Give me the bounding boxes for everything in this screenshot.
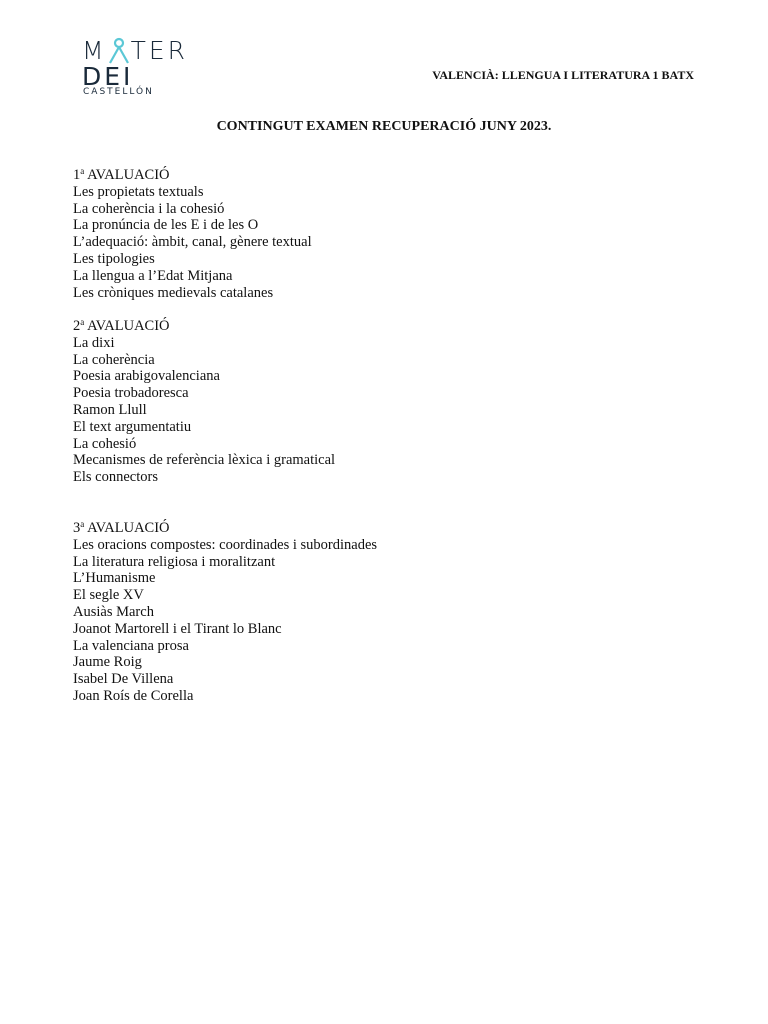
list-item: Poesia trobadoresca xyxy=(73,385,189,402)
logo-m: M xyxy=(82,36,107,65)
list-item: Ramon Llull xyxy=(73,401,147,418)
list-item: Jaume Roig xyxy=(73,654,142,671)
section-2 xyxy=(73,318,335,486)
list-item: La dixi xyxy=(73,334,115,351)
list-item: La literatura religiosa i moralitzant xyxy=(73,553,276,570)
list-item: Els connectors xyxy=(73,469,158,486)
list-item: Les cròniques medievals catalanes xyxy=(73,284,274,301)
list-item: Mecanismes de referència lèxica i gramatical xyxy=(73,452,336,469)
list-item: Ausiàs March xyxy=(73,603,154,620)
list-item: La valenciana prosa xyxy=(73,637,189,654)
mater-dei-logo xyxy=(82,36,192,98)
section-heading: 2$^a$ AVALUACIÓ xyxy=(73,317,170,334)
list-item: La cohesió xyxy=(73,435,137,452)
list-item: Joan Roís de Corella xyxy=(73,687,194,704)
list-item: Isabel De Villena xyxy=(73,671,174,688)
section-3 xyxy=(73,520,377,705)
document-title: CONTINGUT EXAMEN RECUPERACIÓ JUNY 2023. xyxy=(216,119,552,134)
section-heading: 1$^a$ AVALUACIÓ xyxy=(73,166,170,183)
list-item: L’Humanisme xyxy=(73,570,156,587)
section-heading: 3$^a$ AVALUACIÓ xyxy=(73,519,170,536)
list-item: Joanot Martorell i el Tirant lo Blanc xyxy=(73,620,282,637)
list-item: Les propietats textuals xyxy=(73,183,204,200)
list-item: Poesia arabigovalenciana xyxy=(73,368,220,385)
list-item: La pronúncia de les E i de les O xyxy=(73,217,259,234)
list-item: El segle XV xyxy=(73,587,144,604)
list-item: L’adequació: àmbit, canal, gènere textual xyxy=(73,234,312,251)
logo-ter: TER xyxy=(130,36,189,65)
logo-a-icon xyxy=(107,38,131,62)
list-item: La llengua a l’Edat Mitjana xyxy=(73,267,233,284)
logo-text-dei: DEI xyxy=(82,62,134,91)
list-item: La coherència xyxy=(73,351,155,368)
list-item: La coherència i la cohesió xyxy=(73,200,225,217)
list-item: Les tipologies xyxy=(73,250,155,267)
section-1 xyxy=(73,167,312,301)
list-item: El text argumentatiu xyxy=(73,418,192,435)
subject-header: VALENCIÀ: LLENGUA I LITERATURA 1 BATX xyxy=(432,68,694,82)
list-item: Les oracions compostes: coordinades i subordinades xyxy=(73,536,378,553)
logo-text-castellon: CASTELLÓN xyxy=(83,87,154,97)
